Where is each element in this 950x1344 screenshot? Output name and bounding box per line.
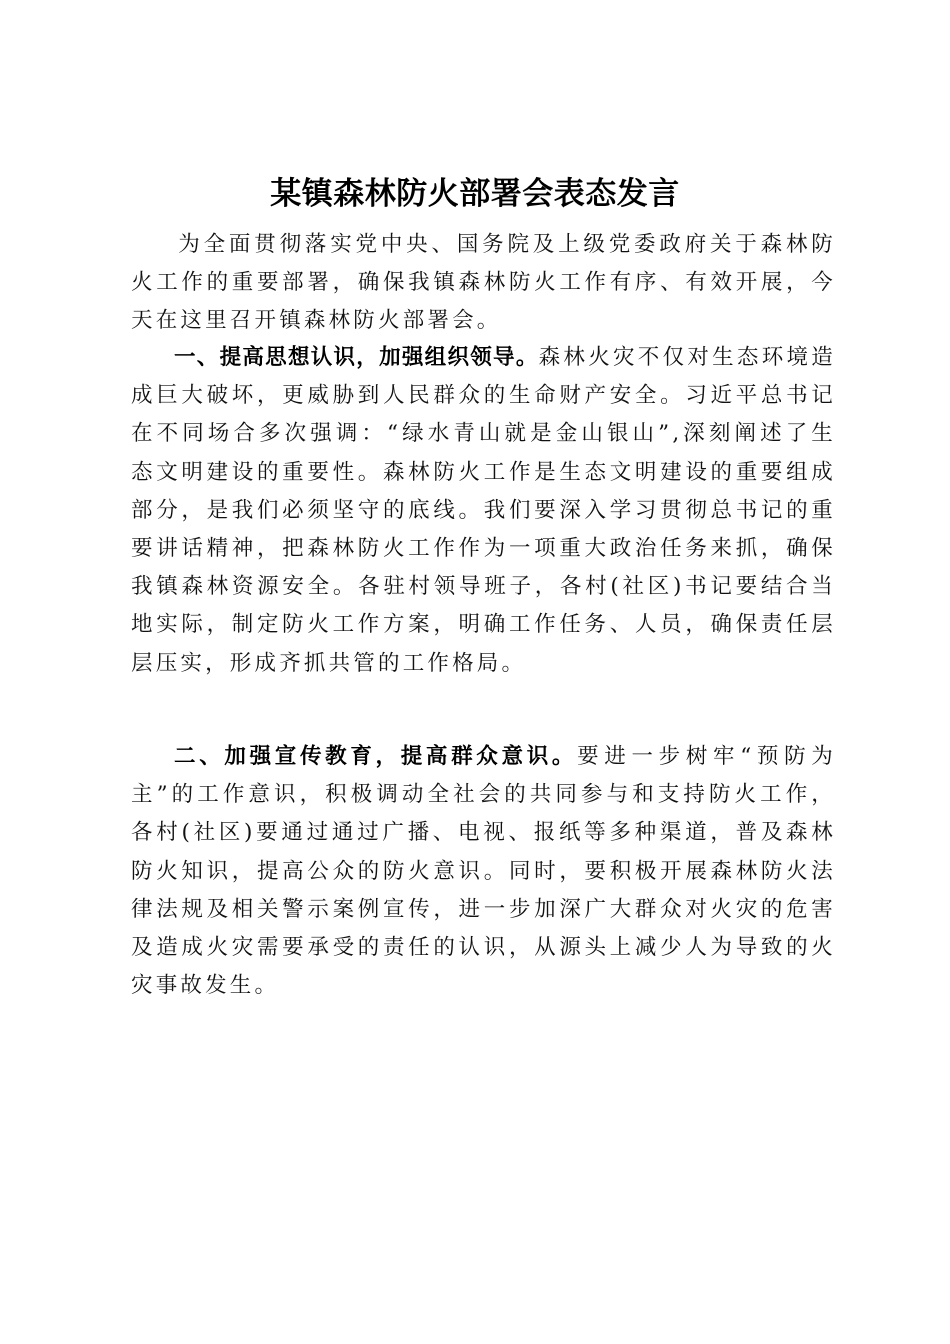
section-2-heading: 二、加强宣传教育，提高群众意识。 [174,744,578,769]
paragraph-intro-text: 为全面贯彻落实党中央、国务院及上级党委政府关于森林防火工作的重要部署，确保我镇森林防火工作有序、有效开展，今天在这里召开镇森林防火部署会。 [131,232,836,334]
paragraph-intro [131,226,836,341]
paragraph-section-1 [131,339,836,683]
section-1-heading: 一、提高思想认识，加强组织领导。 [174,345,539,370]
section-1-text: 森林火灾不仅对生态环境造成巨大破坏，更威胁到人民群众的生命财产安全。习近平总书记在不同场合多次强调：“绿水青山就是金山银山”,深刻阐述了生态文明建设的重要性。森林防火工作是生态文明建设的重要组成部分，是我们必须坚守的底线。我们要深入学习贯彻总书记的重要讲话精神，把森林防火工作作为一项重大政治任务来抓，确保我镇森林资源安全。各驻村领导班子，各村(社区)书记要结合当地实际，制定防火工作方案，明确工作任务、人员，确保责任层层压实，形成齐抓共管的工作格局。 [131,345,837,676]
paragraph-section-2-block [131,738,836,1005]
paragraph-section-1-block [131,339,836,683]
paragraph-intro-block [131,226,836,341]
paragraph-section-2 [131,738,836,1005]
document-title: 某镇森林防火部署会表态发言 [270,176,680,212]
section-2-text: 要进一步树牢“预防为主”的工作意识，积极调动全社会的共同参与和支持防火工作，各村(社区)要通过通过广播、电视、报纸等多种渠道，普及森林防火知识，提高公众的防火意识。同时，要积极开展森林防火法律法规及相关警示案例宣传，进一步加深广大群众对火灾的危害及造成火灾需要承受的责任的认识，从源头上减少人为导致的火灾事故发生。 [131,744,836,999]
